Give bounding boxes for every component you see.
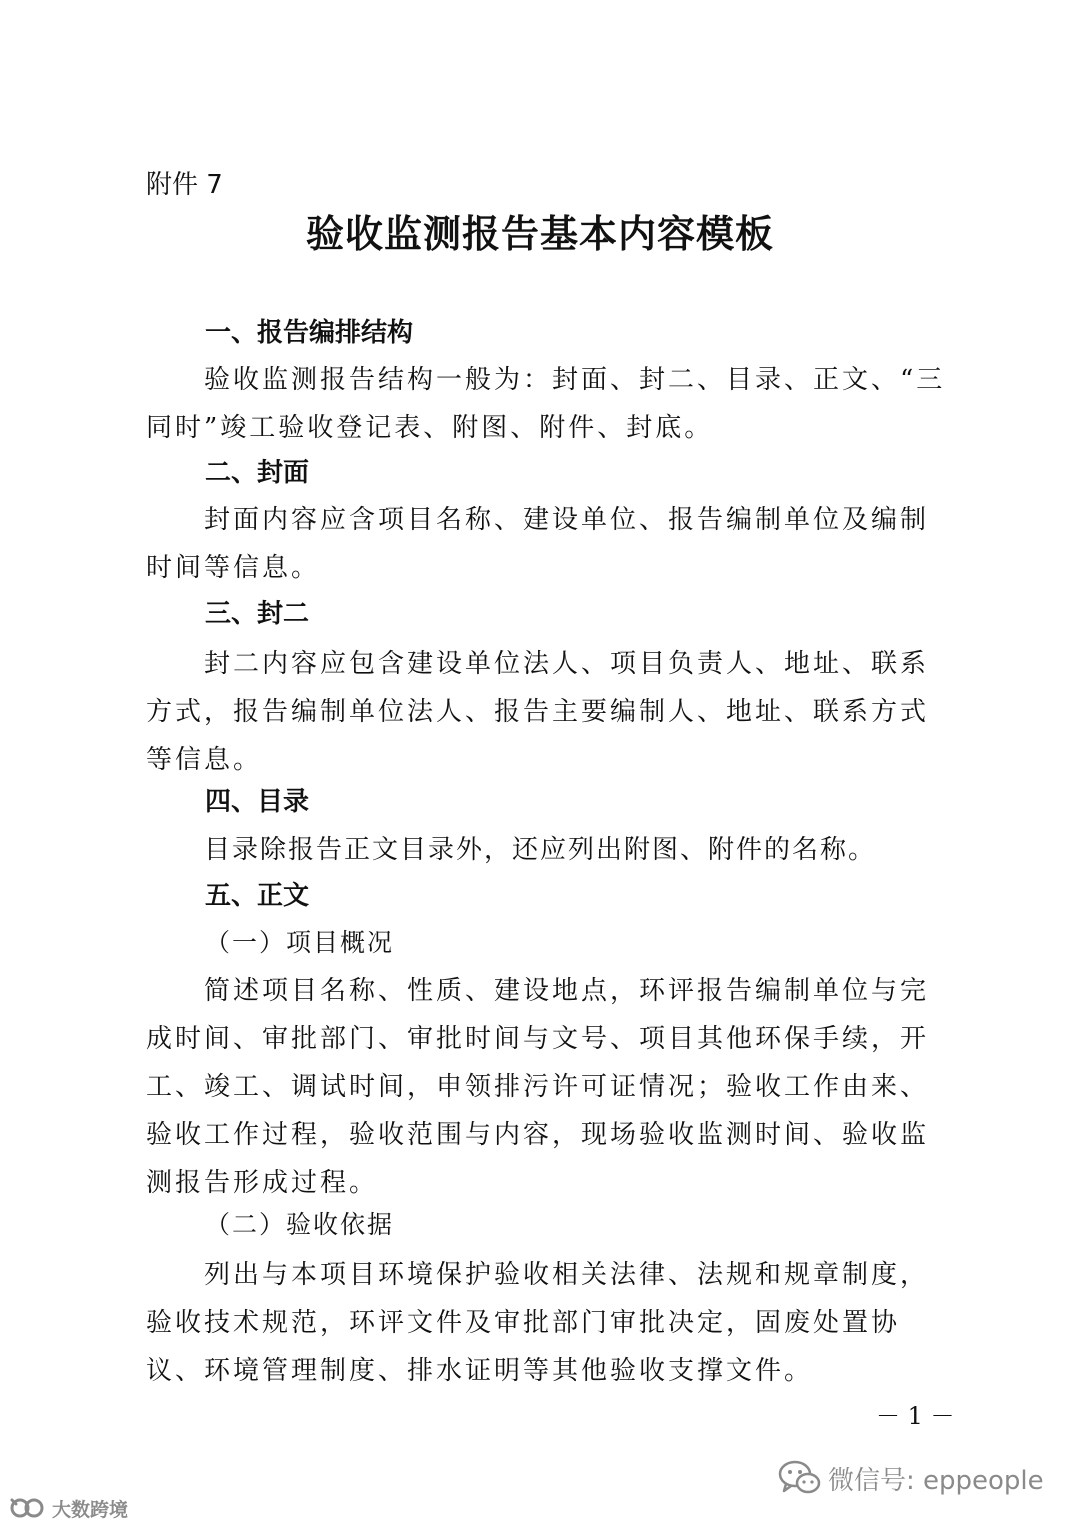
section-heading-cover: 二、封面 xyxy=(205,458,310,488)
section-paragraph-structure: 验收监测报告结构一般为：封面、封二、目录、正文、“三同时”竣工验收登记表、附图、附件、封底。 xyxy=(146,365,946,443)
wechat-watermark xyxy=(778,1458,1044,1498)
subsection-heading-basis: （二）验收依据 xyxy=(205,1210,395,1239)
section-paragraph-cover: 封面内容应含项目名称、建设单位、报告编制单位及编制时间等信息。 xyxy=(146,505,930,583)
section-paragraph-contents: 目录除报告正文目录外，还应列出附图、附件的名称。 xyxy=(204,835,877,865)
wechat-icon xyxy=(778,1460,822,1496)
document-title: 验收监测报告基本内容模板 xyxy=(305,212,774,256)
section-heading-structure: 一、报告编排结构 xyxy=(205,318,414,348)
brand-watermark xyxy=(8,1494,128,1522)
section-heading-contents: 四、目录 xyxy=(205,787,310,817)
brand-name-text: 大数跨境 xyxy=(52,1498,129,1521)
page-number: － 1 － xyxy=(876,1402,955,1430)
section-paragraph-inner-cover: 封二内容应包含建设单位法人、项目负责人、地址、联系方式，报告编制单位法人、报告主要编制人、地址、联系方式等信息。 xyxy=(146,649,930,775)
attachment-label: 附件 7 xyxy=(146,170,223,200)
section-heading-main-text: 五、正文 xyxy=(205,881,310,911)
wechat-id-text: 微信号: eppeople xyxy=(828,1465,1044,1496)
brand-logo-icon xyxy=(8,1496,48,1520)
subsection-paragraph-basis: 列出与本项目环境保护验收相关法律、法规和规章制度，验收技术规范，环评文件及审批部门审批决定，固废处置协议、环境管理制度、排水证明等其他验收支撑文件。 xyxy=(146,1260,930,1386)
section-heading-inner-cover: 三、封二 xyxy=(205,599,310,629)
subsection-heading-overview: （一）项目概况 xyxy=(205,928,395,957)
subsection-paragraph-overview: 简述项目名称、性质、建设地点，环评报告编制单位与完成时间、审批部门、审批时间与文号、项目其他环保手续，开工、竣工、调试时间，申领排污许可证情况；验收工作由来、验收工作过程，验收范围与内容，现场验收监测时间、验收监测报告形成过程。 xyxy=(146,976,930,1198)
